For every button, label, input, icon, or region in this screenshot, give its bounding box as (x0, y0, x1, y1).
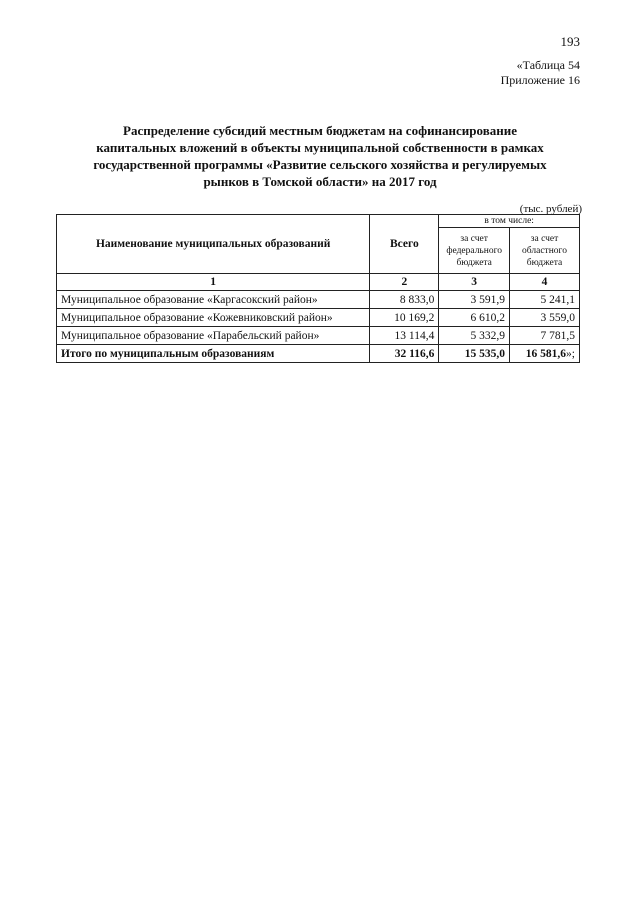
header-total: Всего (370, 215, 439, 274)
column-number-row (57, 274, 580, 291)
column-number: 4 (509, 274, 579, 291)
units-label: (тыс. рублей) (519, 203, 582, 215)
row-regional: 3 559,0 (509, 309, 579, 327)
column-number: 1 (57, 274, 370, 291)
row-total: 8 833,0 (370, 291, 439, 309)
header-federal: за счет федерального бюджета (439, 228, 510, 274)
row-total: 13 114,4 (370, 327, 439, 345)
table-row (57, 309, 580, 327)
closing-quote: »; (566, 347, 575, 360)
page-number: 193 (560, 34, 580, 49)
table-row (57, 291, 580, 309)
appendix-number: Приложение 16 (500, 73, 580, 87)
title-line-4: рынков в Томской области» на 2017 год (203, 174, 437, 189)
total-sum: 32 116,6 (370, 345, 439, 363)
column-number: 2 (370, 274, 439, 291)
row-federal: 5 332,9 (439, 327, 510, 345)
row-regional: 5 241,1 (509, 291, 579, 309)
total-regional (509, 345, 579, 363)
row-total: 10 169,2 (370, 309, 439, 327)
header-including: в том числе: (439, 215, 580, 228)
title-line-1: Распределение субсидий местным бюджетам на софинансирование (123, 123, 517, 138)
column-number: 3 (439, 274, 510, 291)
subsidy-table (56, 214, 580, 363)
table-number: «Таблица 54 (516, 58, 580, 72)
header-name: Наименование муниципальных образований (57, 215, 370, 274)
table-row (57, 327, 580, 345)
row-federal: 3 591,9 (439, 291, 510, 309)
row-name: Муниципальное образование «Каргасокский район» (57, 291, 370, 309)
total-federal: 15 535,0 (439, 345, 510, 363)
table-header-row (57, 215, 580, 228)
total-row (57, 345, 580, 363)
total-name: Итого по муниципальным образованиям (57, 345, 370, 363)
row-name: Муниципальное образование «Парабельский район» (57, 327, 370, 345)
document-title (60, 122, 580, 190)
total-regional-value: 16 581,6 (525, 347, 567, 360)
row-regional: 7 781,5 (509, 327, 579, 345)
title-line-3: государственной программы «Развитие сельского хозяйства и регулируемых (93, 157, 547, 172)
row-federal: 6 610,2 (439, 309, 510, 327)
table-reference (501, 58, 580, 88)
header-regional: за счет областного бюджета (509, 228, 579, 274)
title-line-2: капитальных вложений в объекты муниципальной собственности в рамках (96, 140, 544, 155)
row-name: Муниципальное образование «Кожевниковский район» (57, 309, 370, 327)
